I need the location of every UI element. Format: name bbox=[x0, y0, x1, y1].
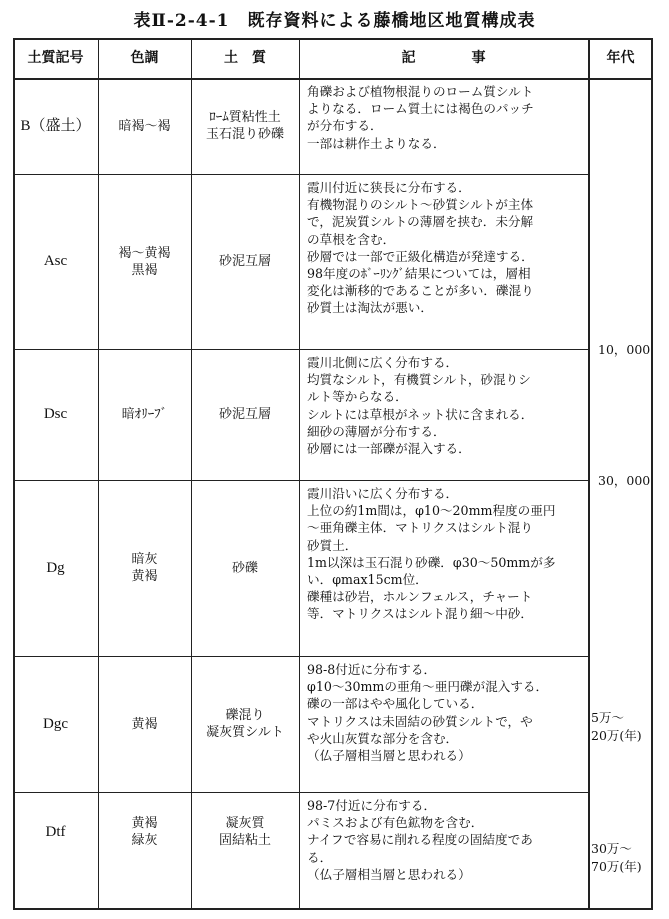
soil-line: 固結粘土 bbox=[218, 833, 271, 848]
color-line: 黄褐 bbox=[131, 816, 158, 831]
desc-line: 砂質土． bbox=[307, 537, 358, 553]
desc-line: 上位の約1m間は，φ10～20mm程度の亜円 bbox=[307, 503, 556, 519]
header-age: 年代 bbox=[606, 49, 635, 66]
color-line: 黒褐 bbox=[131, 262, 158, 278]
geology-table bbox=[13, 38, 653, 910]
row-soil bbox=[191, 174, 299, 349]
desc-line: （仏子層相当層と思われる） bbox=[307, 748, 471, 764]
desc-line: や火山灰質な部分を含む． bbox=[307, 730, 459, 746]
header-code: 土質記号 bbox=[27, 49, 84, 66]
desc-line: ルト等からなる． bbox=[307, 389, 408, 405]
desc-line: 変化は漸移的であることが多い．礫混り bbox=[307, 283, 534, 299]
row-soil bbox=[191, 480, 299, 656]
soil-line: 凝灰質 bbox=[225, 816, 265, 831]
color-line: 緑灰 bbox=[131, 833, 158, 848]
header-soil: 土 質 bbox=[224, 49, 266, 66]
desc-line: い．φmax15cm位． bbox=[307, 572, 428, 588]
color-line: 褐～黄褐 bbox=[118, 245, 171, 261]
age-label: 10，000 bbox=[598, 342, 651, 357]
soil-line: 砂泥互層 bbox=[218, 254, 271, 269]
soil-line: 礫混り bbox=[225, 708, 265, 723]
age-label: 30万～ bbox=[591, 841, 632, 856]
soil-line: 凝灰質シルト bbox=[206, 725, 284, 740]
row-code: Dsc bbox=[43, 406, 68, 422]
row-color bbox=[98, 792, 191, 872]
desc-line: 細砂の薄層が分布する． bbox=[307, 423, 446, 439]
row-soil bbox=[191, 78, 299, 174]
row-code: Dgc bbox=[43, 715, 68, 732]
color-line: 暗褐～褐 bbox=[118, 118, 171, 134]
desc-line: ナイフで容易に削れる程度の固結度であ bbox=[307, 832, 533, 848]
row-soil bbox=[191, 656, 299, 792]
row-color bbox=[98, 78, 191, 174]
desc-line: φ10～30mmの亜角～亜円礫が混入する． bbox=[307, 679, 549, 695]
desc-line: で，泥炭質シルトの薄層を挟む．未分解 bbox=[307, 214, 534, 230]
soil-line: 玉石混り砂礫 bbox=[205, 127, 284, 142]
desc-line: 霞川付近に狭長に分布する． bbox=[307, 180, 471, 195]
desc-line: 砂質土は淘汰が悪い． bbox=[307, 300, 433, 316]
desc-line: 砂層では一部で正級化構造が発達する． bbox=[307, 248, 534, 264]
desc-line: ～亜角礫主体．マトリクスはシルト混り bbox=[307, 520, 533, 536]
row-soil bbox=[191, 792, 299, 872]
desc-line: パミスおよび有色鉱物を含む． bbox=[307, 815, 484, 831]
row-color bbox=[98, 174, 191, 349]
row-description bbox=[299, 656, 588, 792]
table-title: 表Ⅱ-2-4-1 既存資料による藤橋地区地質構成表 bbox=[133, 11, 536, 31]
color-line: 黄褐 bbox=[131, 716, 158, 732]
color-line: 暗灰 bbox=[131, 552, 158, 567]
desc-line: 霞川北側に広く分布する． bbox=[307, 355, 459, 370]
row-description bbox=[299, 480, 588, 656]
desc-line: 98-8付近に分布する． bbox=[307, 662, 437, 677]
row-code: Dtf bbox=[45, 823, 66, 840]
row-code: Asc bbox=[43, 253, 68, 269]
desc-line: 98年度のﾎﾞｰﾘﾝｸﾞ結果については，層相 bbox=[307, 266, 531, 282]
desc-line: 98-7付近に分布する． bbox=[307, 798, 437, 813]
soil-line: 砂礫 bbox=[231, 560, 258, 576]
desc-line: 砂層には一部礫が混入する． bbox=[307, 441, 471, 457]
age-label: 70万(年) bbox=[591, 859, 642, 874]
age-label: 30，000 bbox=[598, 473, 651, 488]
desc-line: 礫種は砂岩，ホルンフェルス，チャート bbox=[307, 589, 533, 605]
desc-line: マトリクスは未固結の砂質シルトで，や bbox=[307, 713, 533, 729]
row-description bbox=[299, 78, 588, 174]
desc-line: 角礫および植物根混りのローム質シルト bbox=[307, 84, 534, 99]
soil-line: 砂泥互層 bbox=[218, 407, 271, 422]
desc-line: る． bbox=[307, 849, 333, 865]
desc-line: 礫の一部はやや風化している． bbox=[307, 696, 484, 712]
row-description bbox=[299, 174, 588, 349]
desc-line: 有機物混りのシルト～砂質シルトが主体 bbox=[307, 197, 534, 213]
desc-line: 霞川沿いに広く分布する． bbox=[307, 486, 459, 501]
desc-line: シルトには草根がネット状に含まれる． bbox=[307, 406, 534, 422]
age-label: 5万～ bbox=[591, 710, 624, 725]
desc-line: 一部は耕作土よりなる． bbox=[307, 135, 446, 151]
row-color bbox=[98, 480, 191, 656]
row-description bbox=[299, 792, 588, 910]
desc-line: 均質なシルト，有機質シルト，砂混りシ bbox=[307, 372, 531, 388]
row-code: B（盛土） bbox=[20, 117, 91, 134]
desc-line: の草根を含む． bbox=[307, 231, 396, 247]
row-soil bbox=[191, 349, 299, 480]
row-description bbox=[299, 349, 588, 480]
color-line: 暗ｵﾘｰﾌﾞ bbox=[121, 407, 168, 422]
col-divider bbox=[588, 38, 590, 910]
desc-line: 1m以深は玉石混り砂礫．φ30～50mmが多 bbox=[307, 554, 556, 570]
row-code: Dg bbox=[46, 559, 65, 576]
desc-line: よりなる．ローム質土には褐色のパッチ bbox=[307, 101, 534, 117]
color-line: 黄褐 bbox=[131, 569, 158, 584]
header-description: 記 事 bbox=[401, 49, 486, 66]
desc-line: が分布する． bbox=[307, 118, 383, 134]
header-color: 色調 bbox=[130, 49, 159, 66]
desc-line: 等．マトリクスはシルト混り細～中砂． bbox=[307, 606, 533, 622]
row-color bbox=[98, 656, 191, 792]
age-label: 20万(年) bbox=[591, 728, 642, 743]
row-color bbox=[98, 349, 191, 480]
soil-line: ﾛｰﾑ質粘性土 bbox=[209, 110, 281, 125]
desc-line: （仏子層相当層と思われる） bbox=[307, 866, 471, 882]
